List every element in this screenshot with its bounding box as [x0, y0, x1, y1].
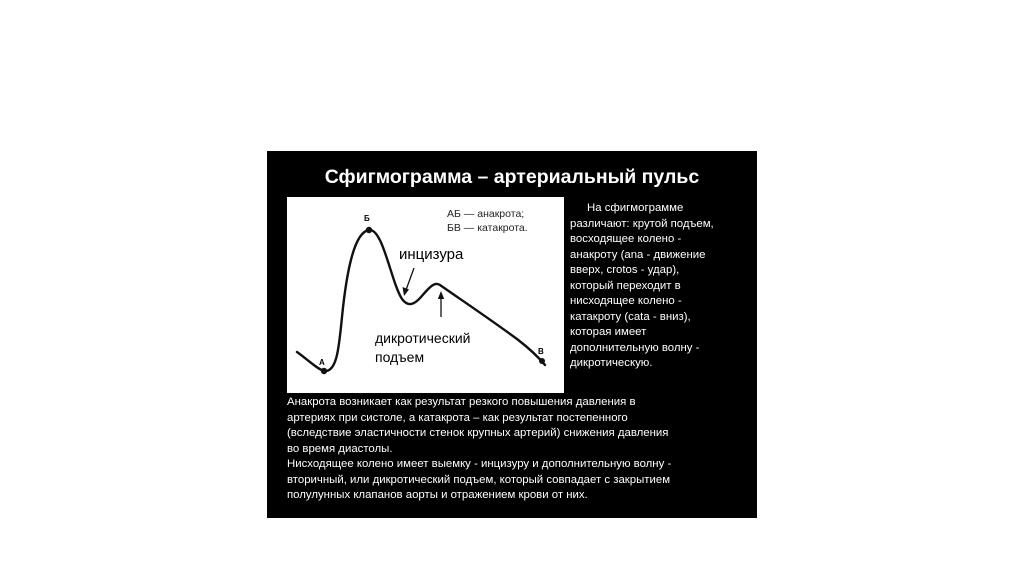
dicrotic-label-line-2: подъем — [375, 349, 425, 365]
point-a-marker — [321, 368, 327, 374]
side-text-line: нисходящее колено - — [570, 295, 682, 307]
side-text-line: анакроту (ana - движение — [570, 248, 706, 261]
side-description — [570, 201, 755, 372]
arrow-down-left-icon — [403, 268, 415, 296]
point-a-label: А — [319, 358, 325, 367]
bottom-text-line: во время диастолы. — [287, 442, 393, 455]
side-text-line: дополнительную волну - — [570, 341, 700, 354]
dicrotic-label-line-1: дикротический — [375, 330, 471, 346]
point-v-marker — [539, 358, 545, 364]
side-text-line: различают: крутой подъем, — [570, 217, 714, 230]
incisura-label: инцизура — [399, 246, 464, 263]
side-text-line: На сфигмограмме — [587, 202, 684, 214]
slide — [267, 151, 757, 518]
side-text-line: вверх, crotos - удар), — [570, 264, 680, 276]
bottom-description — [287, 395, 753, 504]
side-text-line: восходящее колено - — [570, 233, 682, 245]
bottom-text-line: артериях при систоле, а катакрота – как результат постепенного — [287, 411, 628, 424]
bottom-text-line: полулунных клапанов аорты и отражением крови от них. — [287, 489, 588, 501]
slide-title: Сфигмограмма – артериальный пульс — [324, 166, 700, 188]
figure-legend — [447, 207, 528, 235]
point-v-label: В — [538, 347, 544, 356]
bottom-text-line: Анакрота возникает как результат резкого повышения давления в — [287, 396, 636, 408]
legend-line-bv: БВ — катакрота. — [447, 222, 528, 234]
sphygmogram-figure — [287, 197, 564, 393]
side-text-line: которая имеет — [570, 326, 647, 338]
bottom-text-line: вторичный, или дикротический подъем, который совпадает с закрытием — [287, 473, 671, 486]
point-b-label: Б — [364, 214, 370, 223]
side-text-line: который переходит в — [570, 279, 681, 292]
legend-line-ab: АБ — анакрота; — [447, 208, 525, 220]
arrow-up-icon — [438, 291, 444, 317]
dicrotic-label — [375, 329, 470, 367]
point-b-marker — [366, 227, 372, 233]
bottom-text-line: Нисходящее колено имеет выемку - инцизуру и дополнительную волну - — [287, 458, 672, 470]
side-text-line: катакроту (cata - вниз), — [570, 310, 691, 323]
bottom-text-line: (вследствие эластичности стенок крупных артерий) снижения давления — [287, 427, 669, 439]
side-text-line: дикротическую. — [570, 357, 653, 369]
